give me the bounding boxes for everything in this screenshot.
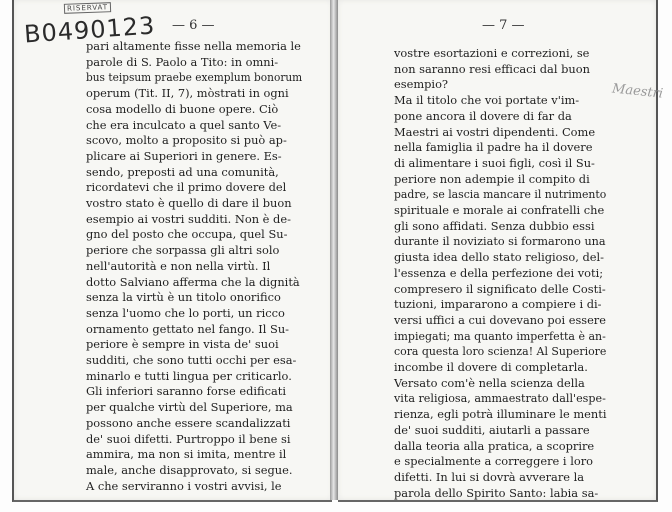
text-line: periore non adempie il compito di	[394, 171, 590, 186]
text-line: senza la virtù è un titolo onorifico	[86, 290, 281, 305]
text-line: gno del posto che occupa, quel Su-	[86, 227, 288, 242]
text-line: giusta idea dello stato religioso, del-	[394, 250, 604, 265]
text-line: A che serviranno i vostri avvisi, le	[86, 478, 282, 493]
text-line: pone ancora il dovere di far da	[394, 108, 572, 123]
right-page-number: — 7 —	[482, 18, 525, 33]
text-line: e specialmente a correggere i loro	[394, 454, 593, 469]
text-line: cora questa loro scienza! Al Superiore	[394, 344, 607, 359]
text-line: dalla teoria alla pratica, a scoprire	[394, 438, 595, 453]
text-line: periore che sorpassa gli altri solo	[86, 243, 280, 258]
text-line: scovo, molto a proposito si può ap-	[86, 133, 287, 148]
text-line: vita religiosa, ammaestrato dall'espe-	[394, 391, 606, 406]
margin-note-handwritten: Maestri	[611, 81, 664, 102]
text-line: periore è sempre in vista de' suoi	[86, 337, 279, 352]
text-line: operum (Tit. II, 7), mòstrati in ogni	[86, 86, 289, 101]
text-line: padre, se lascia mancare il nutrimento	[394, 187, 607, 202]
text-line: dotto Salviano afferma che la dignità	[86, 274, 300, 289]
text-line: compresero il significato delle Costi-	[394, 281, 606, 296]
text-line: ricordatevi che il primo dovere del	[86, 180, 287, 195]
text-line: che era inculcato a quel santo Ve-	[86, 117, 282, 132]
text-line: ornamento gettato nel fango. Il Su-	[86, 321, 290, 336]
text-line: de' suoi difetti. Purtroppo il bene si	[86, 431, 291, 446]
text-line: Ma il titolo che voi portate v'im-	[394, 93, 580, 108]
text-line: difetti. In lui si dovrà avverare la	[394, 469, 585, 484]
text-line: possono anche essere scandalizzati	[86, 415, 291, 430]
text-line: l'essenza e della perfezione dei voti;	[394, 265, 604, 280]
left-page-number: — 6 —	[172, 18, 215, 33]
left-page-text	[86, 39, 302, 494]
text-line: spirituale e morale ai confratelli che	[394, 203, 605, 218]
text-line: pari altamente fisse nella memoria le	[86, 39, 301, 53]
text-line: incombe il dovere di completarla.	[394, 360, 588, 375]
text-line: versi uffici a cui dovevano poi essere	[394, 312, 606, 327]
text-line: ammira, ma non si imita, mentre il	[86, 447, 287, 462]
text-line: gli sono affidati. Senza dubbio essi	[394, 218, 595, 233]
text-line: esempio?	[394, 77, 449, 92]
text-line: esempio ai vostri sudditi. Non è de-	[86, 211, 291, 226]
text-line: bus teipsum praebe exemplum bonorum	[86, 70, 303, 85]
library-stamp: RISERVAT	[64, 2, 111, 14]
text-line: rienza, egli potrà illuminare le menti	[394, 407, 607, 422]
text-line: impiegati; ma quanto imperfetta è an-	[394, 328, 606, 343]
archive-id-handwritten: B0490123	[23, 11, 157, 49]
text-line: Gli inferiori saranno forse edificati	[86, 384, 287, 399]
text-line: senza l'uomo che lo porti, un ricco	[86, 305, 285, 320]
text-line: non saranno resi efficaci dal buon	[394, 61, 590, 76]
text-line: parole di S. Paolo a Tito: in omni-	[86, 54, 279, 69]
text-line: Versato com'è nella scienza della	[394, 375, 585, 390]
text-line: de' suoi sudditi, aiutarli a passare	[394, 422, 590, 437]
text-line: di alimentare i suoi figli, così il Su-	[394, 155, 595, 170]
text-line: durante il noviziato si formarono una	[394, 234, 606, 249]
text-line: vostro stato è quello di dare il buon	[86, 196, 292, 211]
book-gutter	[330, 0, 338, 500]
text-line: parola dello Spirito Santo: labia sa-	[394, 485, 599, 500]
text-line: sendo, preposti ad una comunità,	[86, 164, 279, 179]
text-line: minarlo e tutti lingua per criticarlo.	[86, 368, 292, 383]
text-line: sudditi, che sono tutti occhi per esa-	[86, 353, 297, 368]
text-line: nell'autorità e non nella virtù. Il	[86, 258, 271, 273]
text-line: tuzioni, impararono a compiere i di-	[394, 297, 602, 312]
text-line: nella famiglia il padre ha il dovere	[394, 140, 593, 155]
text-line: cosa modello di buone opere. Ciò	[86, 101, 279, 116]
text-line: Maestri ai vostri dipendenti. Come	[394, 124, 596, 139]
right-page-text	[394, 46, 606, 501]
text-line: plicare ai Superiori in genere. Es-	[86, 148, 282, 163]
text-line: per qualche virtù del Superiore, ma	[86, 400, 293, 415]
text-line: male, anche disapprovato, si segue.	[86, 462, 293, 477]
text-line: vostre esortazioni e correzioni, se	[394, 46, 590, 60]
